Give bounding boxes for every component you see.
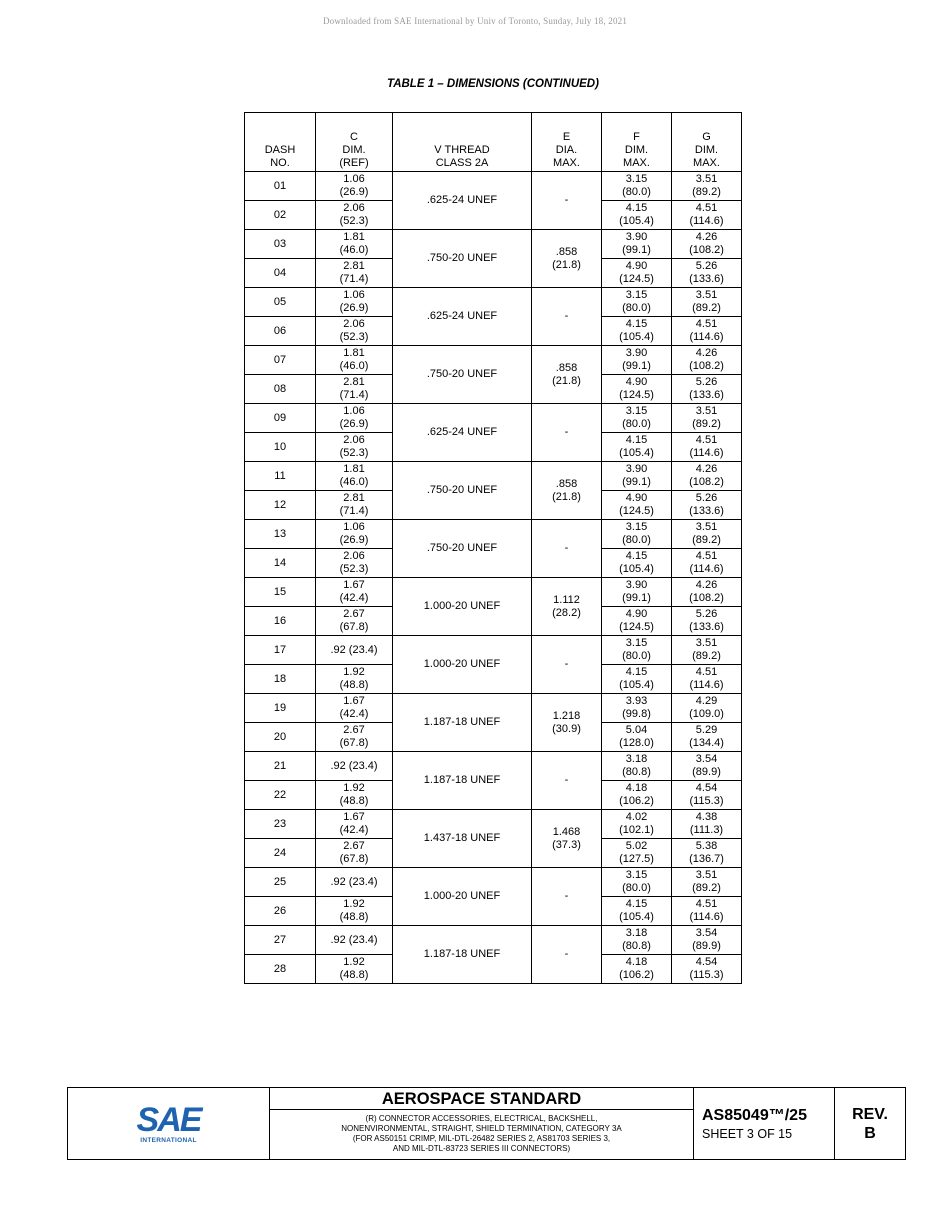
f-dim-cell: 3.90 (99.1) — [602, 230, 672, 259]
thread-cell: .625-24 UNEF — [393, 172, 532, 230]
title-block — [67, 1087, 906, 1160]
f-dim-cell: 4.18 (106.2) — [602, 781, 672, 810]
header-g-dim: G DIM. MAX. — [672, 113, 742, 172]
e-dia-cell: - — [532, 752, 602, 810]
dash-no-cell: 08 — [245, 375, 316, 404]
e-dia-cell: 1.218 (30.9) — [532, 694, 602, 752]
e-dia-cell: - — [532, 288, 602, 346]
dash-no-cell: 19 — [245, 694, 316, 723]
header-c-dim: C DIM. (REF) — [316, 113, 393, 172]
g-dim-cell: 4.54 (115.3) — [672, 955, 742, 984]
g-dim-cell: 4.38 (111.3) — [672, 810, 742, 839]
c-dim-cell: 1.92 (48.8) — [316, 955, 393, 984]
g-dim-cell: 3.51 (89.2) — [672, 172, 742, 201]
c-dim-cell: 1.81 (46.0) — [316, 346, 393, 375]
thread-cell: 1.187-18 UNEF — [393, 694, 532, 752]
revision-value: B — [864, 1124, 876, 1142]
table-row — [245, 346, 742, 375]
g-dim-cell: 5.26 (133.6) — [672, 259, 742, 288]
c-dim-cell: 1.06 (26.9) — [316, 172, 393, 201]
f-dim-cell: 3.90 (99.1) — [602, 578, 672, 607]
thread-cell: .750-20 UNEF — [393, 230, 532, 288]
e-dia-cell: - — [532, 926, 602, 984]
table-row — [245, 868, 742, 897]
g-dim-cell: 4.51 (114.6) — [672, 665, 742, 694]
table-row — [245, 462, 742, 491]
thread-cell: 1.187-18 UNEF — [393, 752, 532, 810]
f-dim-cell: 5.04 (128.0) — [602, 723, 672, 752]
dash-no-cell: 24 — [245, 839, 316, 868]
dash-no-cell: 15 — [245, 578, 316, 607]
thread-cell: 1.000-20 UNEF — [393, 868, 532, 926]
f-dim-cell: 4.15 (105.4) — [602, 897, 672, 926]
f-dim-cell: 3.15 (80.0) — [602, 868, 672, 897]
document-number: AS85049™/25 — [702, 1106, 807, 1124]
c-dim-cell: 2.67 (67.8) — [316, 607, 393, 636]
dash-no-cell: 09 — [245, 404, 316, 433]
thread-cell: .750-20 UNEF — [393, 520, 532, 578]
table-header-row — [245, 113, 742, 172]
table-row — [245, 230, 742, 259]
dash-no-cell: 18 — [245, 665, 316, 694]
c-dim-cell: 1.81 (46.0) — [316, 230, 393, 259]
table-row — [245, 926, 742, 955]
thread-cell: 1.000-20 UNEF — [393, 636, 532, 694]
dash-no-cell: 25 — [245, 868, 316, 897]
c-dim-cell: 1.67 (42.4) — [316, 810, 393, 839]
dash-no-cell: 20 — [245, 723, 316, 752]
dash-no-cell: 28 — [245, 955, 316, 984]
header-f-dim: F DIM. MAX. — [602, 113, 672, 172]
f-dim-cell: 3.15 (80.0) — [602, 404, 672, 433]
table-row — [245, 172, 742, 201]
c-dim-cell: 2.67 (67.8) — [316, 839, 393, 868]
g-dim-cell: 3.54 (89.9) — [672, 752, 742, 781]
c-dim-cell: 1.92 (48.8) — [316, 897, 393, 926]
thread-cell: 1.437-18 UNEF — [393, 810, 532, 868]
download-watermark: Downloaded from SAE International by Univ of Toronto, Sunday, July 18, 2021 — [322, 16, 628, 26]
dash-no-cell: 21 — [245, 752, 316, 781]
e-dia-cell: .858 (21.8) — [532, 462, 602, 520]
dash-no-cell: 03 — [245, 230, 316, 259]
dash-no-cell: 22 — [245, 781, 316, 810]
f-dim-cell: 3.18 (80.8) — [602, 926, 672, 955]
f-dim-cell: 3.93 (99.8) — [602, 694, 672, 723]
sheet-number: SHEET 3 OF 15 — [702, 1126, 793, 1141]
g-dim-cell: 3.51 (89.2) — [672, 288, 742, 317]
standard-heading: AEROSPACE STANDARD — [270, 1088, 693, 1110]
e-dia-cell: .858 (21.8) — [532, 346, 602, 404]
e-dia-cell: 1.112 (28.2) — [532, 578, 602, 636]
g-dim-cell: 5.26 (133.6) — [672, 375, 742, 404]
table-row — [245, 694, 742, 723]
g-dim-cell: 4.26 (108.2) — [672, 230, 742, 259]
c-dim-cell: 2.67 (67.8) — [316, 723, 393, 752]
dash-no-cell: 11 — [245, 462, 316, 491]
g-dim-cell: 3.54 (89.9) — [672, 926, 742, 955]
dash-no-cell: 12 — [245, 491, 316, 520]
dash-no-cell: 16 — [245, 607, 316, 636]
c-dim-cell: .92 (23.4) — [316, 868, 393, 897]
f-dim-cell: 4.90 (124.5) — [602, 607, 672, 636]
f-dim-cell: 4.18 (106.2) — [602, 955, 672, 984]
thread-cell: .625-24 UNEF — [393, 288, 532, 346]
f-dim-cell: 3.90 (99.1) — [602, 346, 672, 375]
revision-cell — [835, 1088, 906, 1160]
f-dim-cell: 3.15 (80.0) — [602, 288, 672, 317]
revision-label: REV. — [852, 1105, 888, 1123]
f-dim-cell: 3.90 (99.1) — [602, 462, 672, 491]
dash-no-cell: 27 — [245, 926, 316, 955]
c-dim-cell: 1.06 (26.9) — [316, 520, 393, 549]
sae-logo-subtext: INTERNATIONAL — [140, 1136, 197, 1144]
c-dim-cell: 2.06 (52.3) — [316, 433, 393, 462]
standard-title-cell — [270, 1088, 694, 1160]
f-dim-cell: 4.15 (105.4) — [602, 317, 672, 346]
e-dia-cell: - — [532, 520, 602, 578]
c-dim-cell: 2.06 (52.3) — [316, 317, 393, 346]
g-dim-cell: 4.51 (114.6) — [672, 201, 742, 230]
table-row — [245, 520, 742, 549]
sae-logo — [68, 1088, 270, 1160]
g-dim-cell: 3.51 (89.2) — [672, 404, 742, 433]
c-dim-cell: .92 (23.4) — [316, 752, 393, 781]
g-dim-cell: 4.26 (108.2) — [672, 462, 742, 491]
f-dim-cell: 4.90 (124.5) — [602, 259, 672, 288]
thread-cell: .625-24 UNEF — [393, 404, 532, 462]
f-dim-cell: 5.02 (127.5) — [602, 839, 672, 868]
c-dim-cell: .92 (23.4) — [316, 636, 393, 665]
c-dim-cell: 2.06 (52.3) — [316, 549, 393, 578]
table-title: TABLE 1 – DIMENSIONS (CONTINUED) — [387, 78, 599, 90]
g-dim-cell: 4.26 (108.2) — [672, 578, 742, 607]
standard-description: (R) CONNECTOR ACCESSORIES, ELECTRICAL, BACKSHELL, NONENVIRONMENTAL, STRAIGHT, SHIELD TERMINATION, CATEGORY 3A (FOR AS50151 CRIMP, MIL-DTL-26482 SERIES 2, AS81703 SERIES 3, AND MIL-DTL-83723 SERIES III CONNECTORS) — [341, 1114, 622, 1153]
f-dim-cell: 3.15 (80.0) — [602, 520, 672, 549]
c-dim-cell: 2.81 (71.4) — [316, 259, 393, 288]
e-dia-cell: - — [532, 404, 602, 462]
thread-cell: 1.000-20 UNEF — [393, 578, 532, 636]
c-dim-cell: 1.81 (46.0) — [316, 462, 393, 491]
header-dash-no: DASH NO. — [245, 113, 316, 172]
f-dim-cell: 3.18 (80.8) — [602, 752, 672, 781]
c-dim-cell: 1.67 (42.4) — [316, 578, 393, 607]
e-dia-cell: 1.468 (37.3) — [532, 810, 602, 868]
f-dim-cell: 4.90 (124.5) — [602, 375, 672, 404]
dash-no-cell: 13 — [245, 520, 316, 549]
g-dim-cell: 4.29 (109.0) — [672, 694, 742, 723]
dash-no-cell: 14 — [245, 549, 316, 578]
table-row — [245, 636, 742, 665]
dash-no-cell: 26 — [245, 897, 316, 926]
c-dim-cell: 2.81 (71.4) — [316, 491, 393, 520]
g-dim-cell: 5.26 (133.6) — [672, 607, 742, 636]
dash-no-cell: 05 — [245, 288, 316, 317]
c-dim-cell: 2.06 (52.3) — [316, 201, 393, 230]
f-dim-cell: 4.15 (105.4) — [602, 665, 672, 694]
c-dim-cell: 2.81 (71.4) — [316, 375, 393, 404]
f-dim-cell: 4.02 (102.1) — [602, 810, 672, 839]
dash-no-cell: 06 — [245, 317, 316, 346]
document-number-cell — [694, 1088, 835, 1160]
g-dim-cell: 5.29 (134.4) — [672, 723, 742, 752]
g-dim-cell: 4.54 (115.3) — [672, 781, 742, 810]
thread-cell: .750-20 UNEF — [393, 346, 532, 404]
dash-no-cell: 23 — [245, 810, 316, 839]
table-row — [245, 752, 742, 781]
f-dim-cell: 3.15 (80.0) — [602, 636, 672, 665]
f-dim-cell: 4.90 (124.5) — [602, 491, 672, 520]
dash-no-cell: 10 — [245, 433, 316, 462]
g-dim-cell: 4.51 (114.6) — [672, 897, 742, 926]
table-row — [245, 404, 742, 433]
header-v-thread: V THREAD CLASS 2A — [393, 113, 532, 172]
g-dim-cell: 5.38 (136.7) — [672, 839, 742, 868]
g-dim-cell: 3.51 (89.2) — [672, 520, 742, 549]
dimensions-table-body — [245, 172, 742, 984]
c-dim-cell: 1.92 (48.8) — [316, 781, 393, 810]
g-dim-cell: 3.51 (89.2) — [672, 636, 742, 665]
dimensions-table — [244, 112, 742, 984]
g-dim-cell: 3.51 (89.2) — [672, 868, 742, 897]
thread-cell: 1.187-18 UNEF — [393, 926, 532, 984]
g-dim-cell: 4.51 (114.6) — [672, 317, 742, 346]
c-dim-cell: 1.92 (48.8) — [316, 665, 393, 694]
g-dim-cell: 4.26 (108.2) — [672, 346, 742, 375]
f-dim-cell: 4.15 (105.4) — [602, 549, 672, 578]
dash-no-cell: 07 — [245, 346, 316, 375]
thread-cell: .750-20 UNEF — [393, 462, 532, 520]
dash-no-cell: 04 — [245, 259, 316, 288]
dash-no-cell: 01 — [245, 172, 316, 201]
c-dim-cell: 1.67 (42.4) — [316, 694, 393, 723]
g-dim-cell: 4.51 (114.6) — [672, 549, 742, 578]
c-dim-cell: 1.06 (26.9) — [316, 288, 393, 317]
c-dim-cell: 1.06 (26.9) — [316, 404, 393, 433]
f-dim-cell: 3.15 (80.0) — [602, 172, 672, 201]
g-dim-cell: 5.26 (133.6) — [672, 491, 742, 520]
table-row — [245, 810, 742, 839]
e-dia-cell: - — [532, 636, 602, 694]
table-row — [245, 578, 742, 607]
c-dim-cell: .92 (23.4) — [316, 926, 393, 955]
header-e-dia: E DIA. MAX. — [532, 113, 602, 172]
e-dia-cell: - — [532, 172, 602, 230]
e-dia-cell: .858 (21.8) — [532, 230, 602, 288]
dash-no-cell: 17 — [245, 636, 316, 665]
g-dim-cell: 4.51 (114.6) — [672, 433, 742, 462]
e-dia-cell: - — [532, 868, 602, 926]
dash-no-cell: 02 — [245, 201, 316, 230]
f-dim-cell: 4.15 (105.4) — [602, 433, 672, 462]
table-row — [245, 288, 742, 317]
sae-logo-text: SAE — [136, 1100, 201, 1139]
f-dim-cell: 4.15 (105.4) — [602, 201, 672, 230]
